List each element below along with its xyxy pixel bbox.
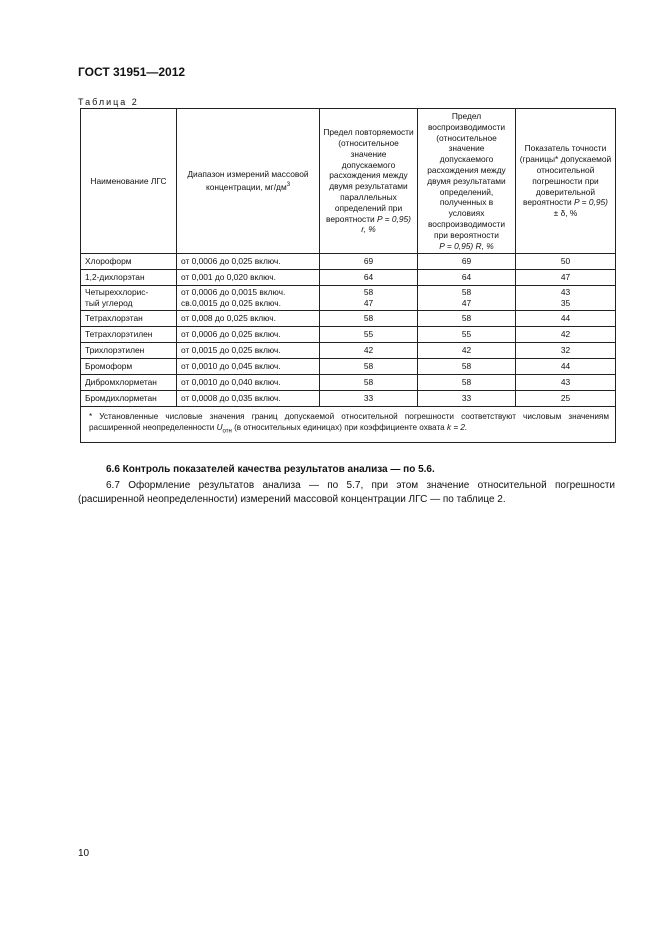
table-row — [81, 375, 616, 391]
table-row — [81, 327, 616, 343]
cell-range: от 0,0008 до 0,035 включ. — [177, 391, 320, 407]
cell-delta: 43 35 — [516, 286, 616, 311]
cell-name: Бромоформ — [81, 359, 177, 375]
cell-range: от 0,0010 до 0,040 включ. — [177, 375, 320, 391]
cell-delta: 50 — [516, 254, 616, 270]
cell-r: 58 47 — [320, 286, 418, 311]
page-number: 10 — [78, 848, 90, 859]
cell-R: 69 — [418, 254, 516, 270]
cell-name: Четыреххлорис- тый углерод — [81, 286, 177, 311]
section-6-6: 6.6 Контроль показателей качества результатов анализа — по 5.6. — [106, 464, 435, 475]
cell-delta: 25 — [516, 391, 616, 407]
table-footnote-row — [81, 407, 616, 443]
cell-r: 33 — [320, 391, 418, 407]
table-row — [81, 254, 616, 270]
header-range: Диапазон измерений массовой концентрации, $мг/дм^3$ — [177, 109, 320, 254]
cell-R: 55 — [418, 327, 516, 343]
cell-R: 58 — [418, 375, 516, 391]
cell-range: от 0,0006 до 0,025 включ. — [177, 254, 320, 270]
cell-delta: 43 — [516, 375, 616, 391]
cell-range: от 0,0015 до 0,025 включ. — [177, 343, 320, 359]
cell-r: 58 — [320, 311, 418, 327]
cell-r: 58 — [320, 375, 418, 391]
table-caption: Таблица 2 — [78, 97, 139, 107]
cell-name: Трихлорэтилен — [81, 343, 177, 359]
cell-delta: 47 — [516, 270, 616, 286]
cell-R: 33 — [418, 391, 516, 407]
cell-range: от 0,008 до 0,025 включ. — [177, 311, 320, 327]
cell-R: 58 — [418, 311, 516, 327]
cell-R: 64 — [418, 270, 516, 286]
cell-R: 58 47 — [418, 286, 516, 311]
table-row — [81, 270, 616, 286]
header-accuracy: Показатель точности (границы* допускаемой относительной погрешности при доверительной вероятности P = 0,95) ± δ, % — [516, 109, 616, 254]
cell-delta: 32 — [516, 343, 616, 359]
cell-range: от 0,0006 до 0,0015 включ. св.0,0015 до 0,025 включ. — [177, 286, 320, 311]
cell-r: 58 — [320, 359, 418, 375]
cell-R: 58 — [418, 359, 516, 375]
header-name: Наименование ЛГС — [81, 109, 177, 254]
header-repeatability: Предел повторяемости (относительное значение допускаемого расхождения между двумя результатами параллельных определений при вероятности P = 0,95) r, % — [320, 109, 418, 254]
table-row — [81, 359, 616, 375]
cell-name: Тетрахлорэтан — [81, 311, 177, 327]
cell-R: 42 — [418, 343, 516, 359]
cell-range: от 0,001 до 0,020 включ. — [177, 270, 320, 286]
cell-name: 1,2-дихлорэтан — [81, 270, 177, 286]
table-footnote: * Установленные числовые значения границ допускаемой относительной погрешности соответствуют числовым значениям расширенной неопределенности $U_{отн}$ (в относительных единицах) при коэффициенте охвата k = 2. — [81, 407, 616, 443]
cell-delta: 44 — [516, 311, 616, 327]
section-6-7: 6.7 Оформление результатов анализа — по 5.7, при этом значение относительной погрешности (расширенной неопределенности) измерений массовой концентрации ЛГС — по таблице 2. — [78, 480, 615, 505]
cell-r: 55 — [320, 327, 418, 343]
cell-range: от 0,0006 до 0,025 включ. — [177, 327, 320, 343]
table-row — [81, 286, 616, 311]
table-row — [81, 343, 616, 359]
cell-delta: 42 — [516, 327, 616, 343]
table-row — [81, 391, 616, 407]
cell-name: Дибромхлорметан — [81, 375, 177, 391]
cell-range: от 0,0010 до 0,045 включ. — [177, 359, 320, 375]
table-row — [81, 311, 616, 327]
cell-name: Бромдихлорметан — [81, 391, 177, 407]
cell-name: Хлороформ — [81, 254, 177, 270]
cell-r: 42 — [320, 343, 418, 359]
document-code: ГОСТ 31951—2012 — [78, 65, 186, 79]
cell-name: Тетрахлорэтилен — [81, 327, 177, 343]
table-header-row — [81, 109, 616, 254]
cell-delta: 44 — [516, 359, 616, 375]
cell-r: 69 — [320, 254, 418, 270]
cell-r: 64 — [320, 270, 418, 286]
header-reproducibility: Предел воспроизводимости (относительное значение допускаемого расхождения между двумя результатами определений, полученных в условиях воспроизводимости при вероятности P = 0,95) R, % — [418, 109, 516, 254]
precision-table — [80, 108, 616, 443]
